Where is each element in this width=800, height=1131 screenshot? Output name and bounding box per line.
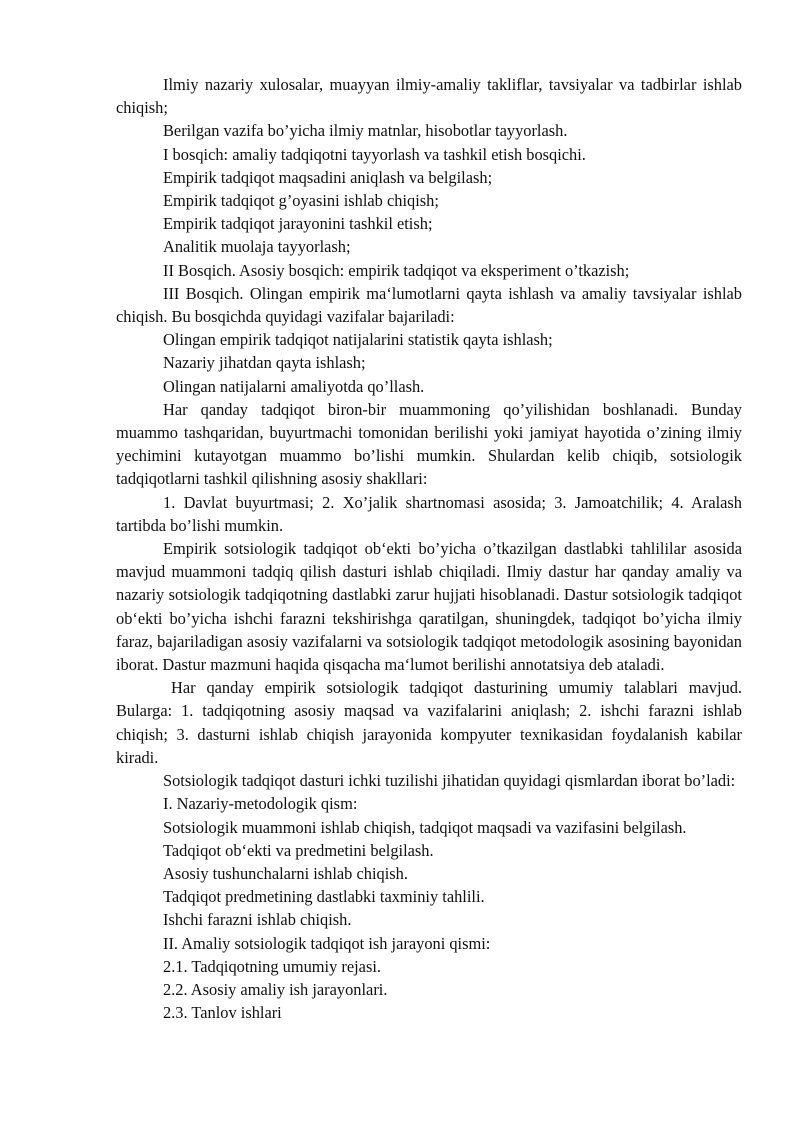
paragraph: I. Nazariy-metodologik qism: (163, 794, 358, 814)
paragraph: Berilgan vazifa bo’yicha ilmiy matnlar, hisobotlar tayyorlash. (163, 121, 568, 141)
paragraph: 2.3. Tanlov ishlari (163, 1003, 282, 1023)
paragraph: Nazariy jihatdan qayta ishlash; (163, 353, 366, 373)
paragraph: Har qanday tadqiqot biron-bir muammoning qo’yilishidan boshlanadi. Bunday muammo tashqaridan, buyurtmachi tomonidan berilishi yoki jamiyat hayotida o’zining ilmiy yechimini kutayotgan muammo bo’lishi mumkin. Shulardan kelib chiqib, sotsiologik tadqiqotlarni tashkil qilishning asosiy shakllari: (116, 399, 742, 489)
document-page (116, 73, 742, 1024)
paragraph: Empirik sotsiologik tadqiqot ob‘ekti bo’yicha o’tkazilgan dastlabki tahlililar asosida mavjud muammoni tadqiq qilish dasturi ishlab chiqiladi. Ilmiy dastur har qanday amaliy va nazariy sotsiologik tadqiqotning dastlabki zarur hujjati hisoblanadi. Dastur sotsiologik tadqiqot ob‘ekti bo’yicha ishchi farazni tekshirishga qaratilgan, shuningdek, tadqiqot bo’yicha ilmiy faraz, bajariladigan asosiy vazifalarni va sotsiologik tadqiqot metodologik asosining bayonidan iborat. Dastur mazmuni haqida qisqacha ma‘lumot berilishi annotatsiya deb ataladi. (116, 539, 742, 675)
paragraph: Ilmiy nazariy xulosalar, muayyan ilmiy-amaliy takliflar, tavsiyalar va tadbirlar ishlab chiqish; (116, 75, 742, 118)
paragraph: Ishchi farazni ishlab chiqish. (163, 910, 352, 930)
paragraph: I bosqich: amaliy tadqiqotni tayyorlash va tashkil etish bosqichi. (163, 144, 586, 164)
paragraph: Empirik tadqiqot maqsadini aniqlash va belgilash; (163, 167, 493, 187)
paragraph: Sotsiologik tadqiqot dasturi ichki tuzilishi jihatidan quyidagi qismlardan iborat bo’ladi: (163, 771, 736, 791)
paragraph: 1. Davlat buyurtmasi; 2. Xo’jalik shartnomasi asosida; 3. Jamoatchilik; 4. Aralash tartibda bo’lishi mumkin. (116, 492, 742, 535)
paragraph: 2.2. Asosiy amaliy ish jarayonlari. (163, 979, 388, 999)
paragraph: 2.1. Tadqiqotning umumiy rejasi. (163, 956, 381, 976)
paragraph: Olingan natijalarni amaliyotda qo’llash. (163, 376, 425, 396)
paragraph: Asosiy tushunchalarni ishlab chiqish. (163, 863, 408, 883)
paragraph: Tadqiqot ob‘ekti va predmetini belgilash. (163, 840, 434, 860)
paragraph: Empirik tadqiqot g’oyasini ishlab chiqish; (163, 191, 439, 211)
paragraph: Sotsiologik muammoni ishlab chiqish, tadqiqot maqsadi va vazifasini belgilash. (163, 817, 687, 837)
paragraph: Empirik tadqiqot jarayonini tashkil etish; (163, 214, 433, 234)
paragraph: II. Amaliy sotsiologik tadqiqot ish jarayoni qismi: (163, 933, 491, 953)
paragraph: Har qanday empirik sotsiologik tadqiqot dasturining umumiy talablari mavjud. Bularga: 1. tadqiqotning asosiy maqsad va vazifalarini aniqlash; 2. ishchi farazni ishlab chiqish; 3. dasturni ishlab chiqish jarayonida kompyuter texnikasidan foydalanish kabilar kiradi. (116, 678, 742, 767)
paragraph: Tadqiqot predmetining dastlabki taxminiy tahlili. (163, 887, 485, 907)
paragraph: Olingan empirik tadqiqot natijalarini statistik qayta ishlash; (163, 330, 553, 350)
paragraph: III Bosqich. Olingan empirik ma‘lumotlarni qayta ishlash va amaliy tavsiyalar ishlab chiqish. Bu bosqichda quyidagi vazifalar bajariladi: (116, 283, 742, 327)
paragraph: II Bosqich. Asosiy bosqich: empirik tadqiqot va eksperiment o’tkazish; (163, 260, 630, 280)
paragraph: Analitik muolaja tayyorlash; (163, 237, 351, 257)
